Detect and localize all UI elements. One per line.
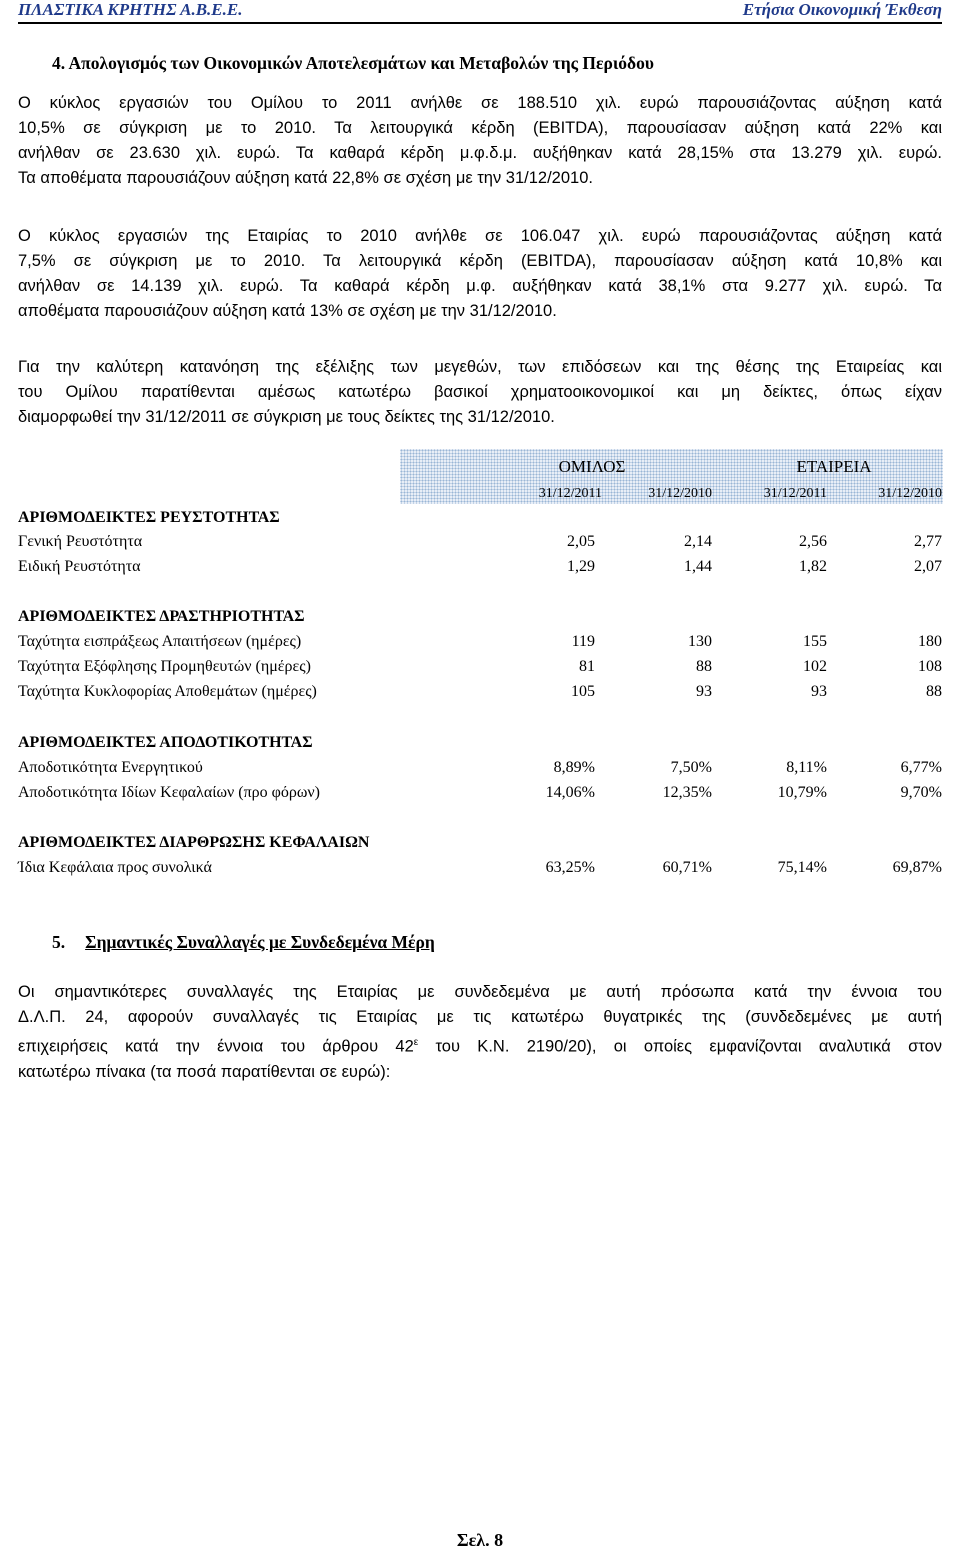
paragraph-line (18, 1030, 942, 1060)
cell-company-2011: 2,56 (799, 533, 827, 550)
cell-group-2011: 14,06% (545, 784, 595, 801)
section-row-profitability (18, 734, 942, 759)
cell-group-2010: 7,50% (670, 759, 712, 776)
column-header-date: 31/12/2010 (648, 486, 712, 501)
cell-company-2010: 69,87% (892, 859, 942, 876)
section-4-heading: 4. Απολογισμός των Οικονομικών Αποτελεσμάτων και Μεταβολών της Περιόδου (52, 53, 654, 73)
cell-group-2010: 12,35% (662, 784, 712, 801)
paragraph-line: κατωτέρω πίνακα (τα ποσά παρατίθενται σε ευρώ): (18, 1062, 391, 1081)
row-label: Γενική Ρευστότητα (18, 533, 143, 550)
section-title: ΑΡΙΘΜΟΔΕΙΚΤΕΣ ΔΙΑΡΘΡΩΣΗΣ ΚΕΦΑΛΑΙΩΝ (18, 834, 370, 851)
superscript: ε (413, 1037, 419, 1048)
cell-group-2010: 88 (696, 658, 712, 675)
cell-company-2010: 108 (918, 658, 942, 675)
row-label: Ταχύτητα Εξόφλησης Προμηθευτών (ημέρες) (18, 658, 311, 675)
group-header-group: ΟΜΙΛΟΣ (558, 457, 626, 476)
table-row (18, 533, 942, 558)
cell-company-2011: 155 (803, 633, 827, 650)
cell-company-2011: 10,79% (777, 784, 827, 801)
section-title: ΑΡΙΘΜΟΔΕΙΚΤΕΣ ΡΕΥΣΤΟΤΗΤΑΣ (18, 509, 280, 526)
table-row (18, 859, 942, 884)
paragraph-line: Ο κύκλος εργασιών του Ομίλου το 2011 ανήλθε σε 188.510 χιλ. ευρώ παρουσιάζοντας αύξηση κατά (18, 94, 942, 112)
cell-group-2010: 60,71% (662, 859, 712, 876)
section-row-activity (18, 608, 942, 633)
line-part: επιχειρήσεις κατά την έννοια του άρθρου 42 (18, 1037, 414, 1056)
cell-group-2011: 105 (571, 683, 595, 700)
paragraph-line: Τα αποθέματα παρουσιάζουν αύξηση κατά 22,8% σε σχέση με την 31/12/2010. (18, 169, 593, 187)
cell-group-2011: 2,05 (567, 533, 595, 550)
row-label: Ταχύτητα Κυκλοφορίας Αποθεμάτων (ημέρες) (18, 683, 317, 700)
paragraph-line: Δ.Λ.Π. 24, αφορούν συναλλαγές τις Εταιρίας με τις κατωτέρω θυγατρικές της (συνδεδεμένες με αυτή (18, 1008, 942, 1026)
row-label: Αποδοτικότητα Ιδίων Κεφαλαίων (προ φόρων) (18, 784, 320, 801)
row-label: Αποδοτικότητα Ενεργητικού (18, 759, 203, 776)
table-row (18, 759, 942, 784)
cell-company-2011: 75,14% (777, 859, 827, 876)
paragraph-line: διαμορφωθεί την 31/12/2011 σε σύγκριση με τους δείκτες της 31/12/2010. (18, 408, 555, 426)
section-5-title: Σημαντικές Συναλλαγές με Συνδεδεμένα Μέρη (85, 932, 435, 952)
row-label: Ταχύτητα εισπράξεως Απαιτήσεων (ημέρες) (18, 633, 302, 650)
cell-group-2010: 1,44 (684, 558, 712, 575)
section-5-number: 5. (52, 932, 66, 952)
paragraph-line: αποθέματα παρουσιάζουν αύξηση κατά 13% σε σχέση με την 31/12/2010. (18, 302, 557, 320)
cell-company-2011: 8,11% (786, 759, 827, 776)
column-header-date: 31/12/2011 (538, 486, 602, 501)
cell-group-2011: 119 (571, 633, 595, 650)
row-label: Ειδική Ρευστότητα (18, 558, 141, 575)
line-part: του Κ.Ν. 2190/20), οι οποίες εμφανίζονται αναλυτικά στον (418, 1037, 942, 1056)
row-label: Ίδια Κεφάλαια προς συνολικά (18, 859, 212, 876)
section-title: ΑΡΙΘΜΟΔΕΙΚΤΕΣ ΔΡΑΣΤΗΡΙΟΤΗΤΑΣ (18, 608, 305, 625)
paragraph-line: 7,5% σε σύγκριση με το 2010. Τα λειτουργικά κέρδη (EBITDA), παρουσίασαν αύξηση κατά 10,8% και (18, 252, 942, 270)
cell-company-2010: 6,77% (900, 759, 942, 776)
paragraph-line: Οι σημαντικότερες συναλλαγές της Εταιρίας με συνδεδεμένα με αυτή πρόσωπα κατά την έννοια του (18, 983, 942, 1001)
table-row (18, 683, 942, 708)
paragraph-company-results (18, 224, 942, 324)
report-title: Ετήσια Οικονομική Έκθεση (742, 0, 942, 19)
cell-company-2010: 88 (926, 683, 942, 700)
table-row (18, 633, 942, 658)
column-header-date: 31/12/2011 (763, 486, 827, 501)
paragraph-line: Για την καλύτερη κατανόηση της εξέλιξης των μεγεθών, των επιδόσεων και της θέσης της Εταιρείας και (18, 358, 942, 376)
cell-company-2011: 1,82 (799, 558, 827, 575)
paragraph-line: Ο κύκλος εργασιών της Εταιρίας το 2010 ανήλθε σε 106.047 χιλ. ευρώ παρουσιάζοντας αύξηση κατά (18, 227, 942, 245)
cell-group-2011: 1,29 (567, 558, 595, 575)
cell-company-2010: 180 (918, 633, 942, 650)
paragraph-group-results (18, 91, 942, 191)
column-header-date: 31/12/2010 (878, 486, 942, 501)
cell-group-2011: 8,89% (553, 759, 595, 776)
paragraph-ratios-intro (18, 355, 942, 430)
page-header (18, 0, 942, 24)
table-row (18, 658, 942, 683)
section-row-liquidity (18, 509, 942, 534)
section-row-capital-structure (18, 834, 942, 859)
paragraph-line: ανήλθαν σε 14.139 χιλ. ευρώ. Τα καθαρά κέρδη μ.φ. αυξήθηκαν κατά 38,1% στα 9.277 χιλ. ευρώ. Τα (18, 277, 942, 295)
company-name: ΠΛΑΣΤΙΚΑ ΚΡΗΤΗΣ Α.Β.Ε.Ε. (18, 0, 243, 19)
paragraph-related-parties (18, 980, 942, 1085)
paragraph-line: 10,5% σε σύγκριση με το 2010. Τα λειτουργικά κέρδη (EBITDA), παρουσίασαν αύξηση κατά 22% και (18, 119, 942, 137)
cell-company-2010: 2,77 (914, 533, 942, 550)
table-row (18, 784, 942, 809)
cell-company-2010: 2,07 (914, 558, 942, 575)
group-header-company: ΕΤΑΙΡΕΙΑ (796, 457, 872, 476)
cell-company-2011: 93 (811, 683, 827, 700)
paragraph-line: του Ομίλου παρατίθενται αμέσως κατωτέρω βασικοί χρηματοοικονομικοί και μη δείκτες, όπως είχαν (18, 383, 942, 401)
page-number: Σελ. 8 (456, 1530, 504, 1550)
table-row (18, 558, 942, 583)
cell-company-2010: 9,70% (900, 784, 942, 801)
section-title: ΑΡΙΘΜΟΔΕΙΚΤΕΣ ΑΠΟΔΟΤΙΚΟΤΗΤΑΣ (18, 734, 313, 751)
cell-group-2010: 2,14 (684, 533, 712, 550)
section-5-heading (52, 932, 435, 953)
cell-group-2010: 130 (688, 633, 712, 650)
cell-group-2010: 93 (696, 683, 712, 700)
cell-group-2011: 63,25% (545, 859, 595, 876)
cell-group-2011: 81 (579, 658, 595, 675)
cell-company-2011: 102 (803, 658, 827, 675)
paragraph-line: ανήλθαν σε 23.630 χιλ. ευρώ. Τα καθαρά κέρδη μ.φ.δ.μ. αυξήθηκαν κατά 28,15% στα 13.279 χιλ. ευρώ. (18, 144, 942, 162)
